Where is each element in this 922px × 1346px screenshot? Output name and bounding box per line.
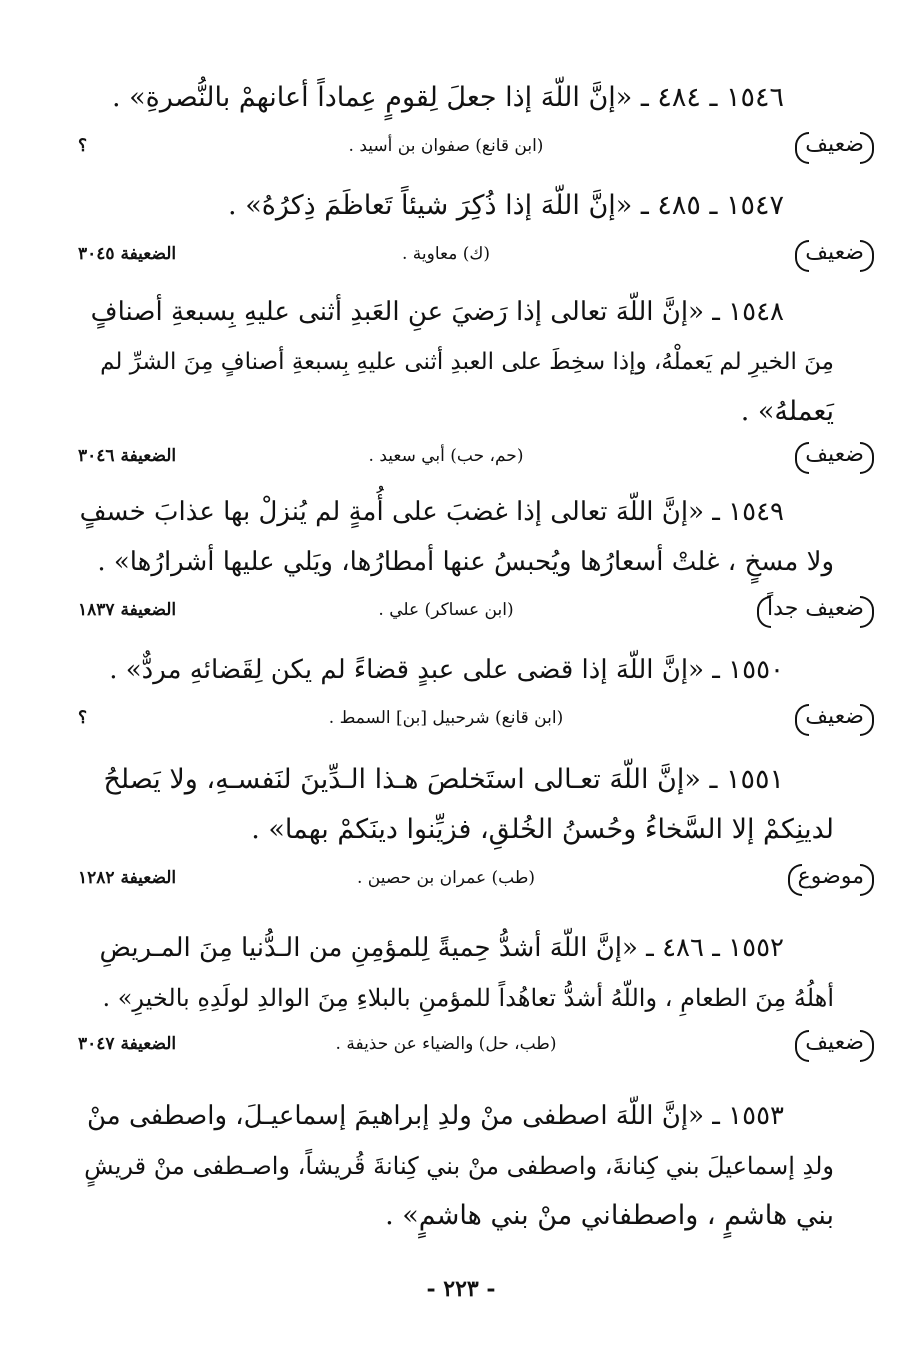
grade-label: ضعيف جداً <box>757 592 874 626</box>
hadith-1553-line-1: ١٥٥٣ ـ «إنَّ اللّهَ اصطفى منْ ولدِ إبراهيمَ إسماعيـلَ، واصطفى منْ <box>87 1101 784 1131</box>
cross-reference: الضعيفة ١٨٣٧ <box>78 600 177 620</box>
source-line-1550 <box>70 700 864 736</box>
hadith-1550-line-1: ١٥٥٠ ـ «إنَّ اللّهَ إذا قضى على عبدٍ قضاءً لم يكن لِقَضائهِ مردٌّ» . <box>109 655 784 685</box>
hadith-1551-line-1: ١٥٥١ ـ «إنَّ اللّهَ تعـالى استَخلصَ هـذا الـدِّينَ لنَفسـهِ، ولا يَصلحُ <box>103 764 784 795</box>
source-reference: (ابن قانع) صفوان بن أسيد . <box>348 136 544 156</box>
cross-reference: ؟ <box>78 136 88 156</box>
source-reference: (ك) معاوية . <box>401 244 491 264</box>
source-reference: (طب) عمران بن حصين . <box>356 868 536 888</box>
hadith-1552-line-1: ١٥٥٢ ـ ٤٨٦ ـ «إنَّ اللّهَ أشدُّ حِميةً لِلمؤمِنِ من الـدُّنيا مِنَ المـريضِ <box>99 933 784 963</box>
page-number: - ٢٢٣ - <box>426 1276 496 1302</box>
cross-reference: الضعيفة ٣٠٤٥ <box>78 244 177 264</box>
hadith-1549-line-1: ١٥٤٩ ـ «إنَّ اللّهَ تعالى إذا غضبَ على أُمةٍ لم يُنزلْ بها عذابَ خسفٍ <box>79 497 784 527</box>
source-line-1549 <box>70 592 864 628</box>
hadith-1548-line-1: ١٥٤٨ ـ «إنَّ اللّهَ تعالى إذا رَضيَ عنِ العَبدِ أثنى عليهِ بِسبعةِ أصنافٍ <box>90 297 784 327</box>
hadith-1553-line-3: بني هاشمٍ ، واصطفاني منْ بني هاشمٍ» . <box>385 1200 834 1231</box>
hadith-1553-line-2: ولدِ إسماعيلَ بني كِنانةَ، واصطفى منْ بني كِنانةَ قُريشاً، واصـطفى منْ قريشٍ <box>84 1152 834 1180</box>
hadith-1551-line-2: لدينِكمْ إلا السَّخاءُ وحُسنُ الخُلقِ، فزيِّنوا دينَكمْ بهما» . <box>251 814 834 845</box>
hadith-1546-line-1: ١٥٤٦ ـ ٤٨٤ ـ «إنَّ اللّهَ إذا جعلَ لِقومٍ عِماداً أعانهمْ بالنُّصرةِ» . <box>112 82 784 113</box>
hadith-1548-line-2: مِنَ الخيرِ لم يَعملْهُ، وإذا سخِطَ على العبدِ أثنى عليهِ بِسبعةِ أصنافٍ مِنَ الشرِّ لم <box>100 349 834 375</box>
grade-label: ضعيف <box>795 236 874 270</box>
grade-label: ضعيف <box>795 438 874 472</box>
hadith-1549-line-2: ولا مسخٍ ، غلتْ أسعارُها ويُحبسُ عنها أمطارُها، ويَلي عليها أشرارُها» . <box>97 547 834 577</box>
hadith-1548-line-3: يَعملهُ» . <box>740 396 834 427</box>
hadith-1547-line-1: ١٥٤٧ ـ ٤٨٥ ـ «إنَّ اللّهَ إذا ذُكِرَ شيئاً تَعاظَمَ ذِكرُهُ» . <box>228 190 784 221</box>
grade-label: ضعيف <box>795 128 874 162</box>
grade-label: ضعيف <box>795 1026 874 1060</box>
cross-reference: الضعيفة ٣٠٤٧ <box>78 1034 177 1054</box>
source-line-1548 <box>70 438 864 474</box>
source-line-1552 <box>70 1026 864 1062</box>
cross-reference: الضعيفة ١٢٨٢ <box>78 868 177 888</box>
cross-reference: ؟ <box>78 708 88 728</box>
source-reference: (طب، حل) والضياء عن حذيفة . <box>335 1034 557 1054</box>
source-line-1547 <box>70 236 864 272</box>
grade-label: موضوع <box>788 860 874 894</box>
source-reference: (ابن عساكر) علي . <box>378 600 514 620</box>
source-reference: (ابن قانع) شرحبيل [بن] السمط . <box>328 708 564 728</box>
source-reference: (حم، حب) أبي سعيد . <box>368 446 524 466</box>
source-line-1551 <box>70 860 864 896</box>
cross-reference: الضعيفة ٣٠٤٦ <box>78 446 177 466</box>
grade-label: ضعيف <box>795 700 874 734</box>
hadith-1552-line-2: أهلُهُ مِنَ الطعامِ ، واللّهُ أشدُّ تعاهُداً للمؤمنِ بالبلاءِ مِنَ الوالدِ لولَدِهِ بالخيرِ» . <box>102 984 834 1012</box>
source-line-1546 <box>70 128 864 164</box>
